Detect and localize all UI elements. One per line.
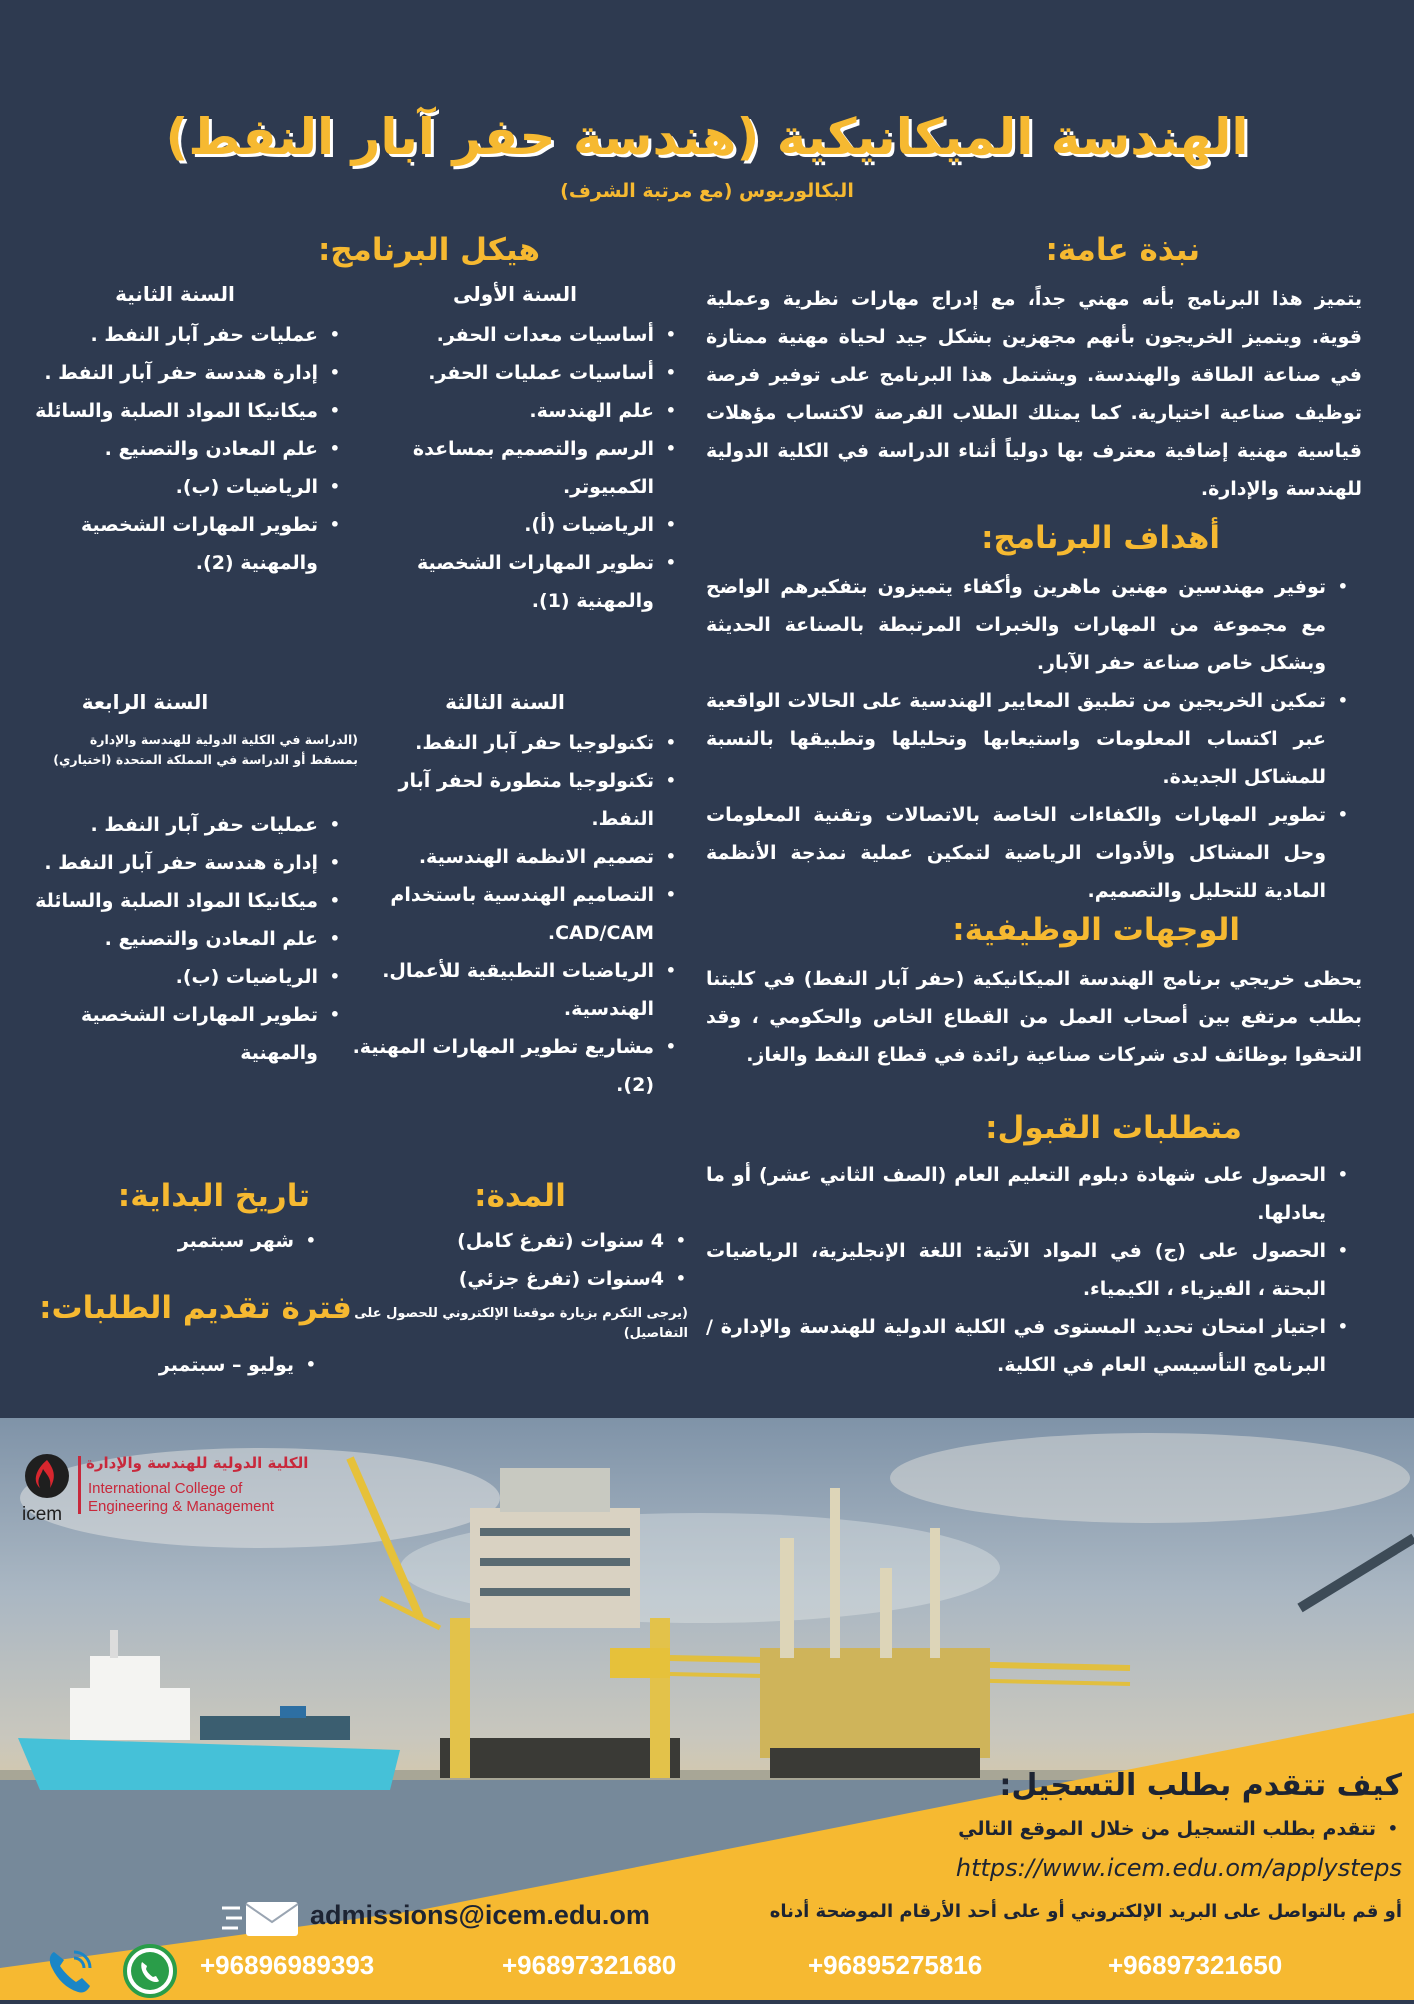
- college-logo: [22, 1454, 322, 1524]
- list-item: • يوليو – سبتمبر: [100, 1346, 320, 1384]
- list-item: • 4 سنوات (تفرغ كامل): [380, 1222, 690, 1260]
- list-item: • مشاريع تطوير المهارات المهنية.(2).: [340, 1028, 680, 1104]
- list-item: • تكنولوجيا حفر آبار النفط.: [340, 724, 680, 762]
- list-item: • توفير مهندسين مهنين ماهرين وأكفاء يتميزون بتفكيرهم الواضح مع مجموعة من المهارات والخبرات المرتبطة بالصناعة الحديثة وبشكل خاص صناعة حفر الآبار.: [706, 568, 1352, 682]
- list-item: • ميكانيكا المواد الصلبة والسائلة: [0, 882, 344, 920]
- list-item: • الرياضيات (ب).: [0, 958, 344, 996]
- email-icon: [222, 1898, 322, 1938]
- list-item: • الحصول على (ج) في المواد الآتية: اللغة الإنجليزية، الرياضيات البحتة ، الفيزياء ، الكيمياء.: [706, 1232, 1352, 1308]
- page-subtitle: البكالوريوس (مع مرتبة الشرف): [560, 180, 854, 202]
- objectives-heading: أهداف البرنامج:: [981, 520, 1220, 556]
- list-item: • تتقدم بطلب التسجيل من خلال الموقع التالي: [780, 1812, 1402, 1846]
- duration-list: [380, 1222, 690, 1298]
- year1-list: [340, 316, 680, 620]
- phone-number-4[interactable]: +96897321650: [1108, 1950, 1283, 1980]
- list-item: • تطوير المهارات والكفاءات الخاصة بالاتصالات وتقنية المعلومات وحل المشاكل والأدوات الرياضية لتمكين عملية نمذجة الأنظمة المادية للتحليل والتصميم.: [706, 796, 1352, 910]
- logo-english-name: International College of Engineering & Management: [88, 1480, 274, 1515]
- list-item: • تمكين الخريجين من تطبيق المعايير الهندسية على الحالات الواقعية عبر اكتساب المعلومات واستيعابها وتحليلها وتطبيقها بالنسبة للمشاكل الجديدة.: [706, 682, 1352, 796]
- flame-icon: [22, 1454, 82, 1504]
- list-item: • ميكانيكا المواد الصلبة والسائلة: [0, 392, 344, 430]
- phone-number-3[interactable]: +96895275816: [808, 1950, 983, 1980]
- logo-divider: [78, 1456, 81, 1514]
- year4-note: (الدراسة في الكلية الدولية للهندسة والإدارة بمسقط أو الدراسة في المملكة المتحدة (اختياري): [53, 732, 358, 767]
- list-item: • الرسم والتصميم بمساعدة الكمبيوتر.: [340, 430, 680, 506]
- list-item: • 4سنوات (تفرغ جزئي): [380, 1260, 690, 1298]
- phone-number-2[interactable]: +96897321680: [502, 1950, 677, 1980]
- overview-heading: نبذة عامة:: [1045, 232, 1200, 268]
- list-item: • تطوير المهارات الشخصية والمهنية (2).: [0, 506, 344, 582]
- application-period-heading: فترة تقديم الطلبات:: [39, 1290, 352, 1326]
- careers-text: يحظى خريجي برنامج الهندسة الميكانيكية (حفر آبار النفط) في كليتنا بطلب مرتفع بين أصحاب العمل من القطاع الخاص والحكومي ، وقد التحقوا بوظائف لدى شركات صناعية رائدة في قطاع النفط والغاز.: [706, 968, 1362, 1066]
- application-period-list: [100, 1346, 320, 1384]
- year3-heading: السنة الثالثة: [445, 690, 565, 714]
- structure-heading: هيكل البرنامج:: [317, 232, 540, 268]
- year3-list: [340, 724, 680, 1104]
- list-item: • تكنولوجيا متطورة لحفر آبار النفط.: [340, 762, 680, 838]
- list-item: • علم المعادن والتصنيع .: [0, 920, 344, 958]
- whatsapp-icon: [120, 1944, 180, 2000]
- page-title: الهندسة الميكانيكية (هندسة حفر آبار النفط): [165, 108, 1249, 166]
- list-item: • علم الهندسة.: [340, 392, 680, 430]
- list-item: • عمليات حفر آبار النفط .: [0, 806, 344, 844]
- list-item: • الحصول على شهادة دبلوم التعليم العام (الصف الثاني عشر) أو ما يعادلها.: [706, 1156, 1352, 1232]
- list-item: • علم المعادن والتصنيع .: [0, 430, 344, 468]
- list-item: • الرياضيات (أ).: [340, 506, 680, 544]
- list-item: • الرياضيات (ب).: [0, 468, 344, 506]
- admission-list: [706, 1156, 1352, 1384]
- list-item: • عمليات حفر آبار النفط .: [0, 316, 344, 354]
- list-item: • أساسيات عمليات الحفر.: [340, 354, 680, 392]
- apply-list: [780, 1812, 1402, 1846]
- list-item: • الرياضيات التطبيقية للأعمال. الهندسية.: [340, 952, 680, 1028]
- objectives-list: [706, 568, 1352, 910]
- list-item: • أساسيات معدات الحفر.: [340, 316, 680, 354]
- list-item: • شهر سبتمبر: [100, 1222, 320, 1260]
- phone-icon: [44, 1944, 98, 1998]
- duration-heading: المدة:: [474, 1178, 566, 1214]
- duration-note: (يرجى التكرم بزيارة موقعنا الإلكتروني للحصول على التفاصيل): [354, 1306, 688, 1341]
- overview-text: يتميز هذا البرنامج بأنه مهني جداً، مع إدراج مهارات نظرية وعملية قوية. ويتميز الخريجون بأنهم مجهزين بشكل جيد لحياة مهنية ممتازة في صناعة الطاقة والهندسة. ويشتمل هذا البرنامج على توفير فرصة توظيف صناعية اختيارية. كما يمتلك الطلاب الفرصة لاكتساب مؤهلات قياسية مهنية إضافية معترف بها دولياً أثناء الدراسة في الكلية الدولية للهندسة والإدارة.: [706, 288, 1362, 500]
- careers-heading: الوجهات الوظيفية:: [952, 912, 1240, 948]
- list-item: • إدارة هندسة حفر آبار النفط .: [0, 844, 344, 882]
- start-heading: تاريخ البداية:: [117, 1178, 310, 1214]
- logo-mark: icem: [22, 1504, 63, 1525]
- start-list: [100, 1222, 320, 1260]
- year1-heading: السنة الأولى: [453, 282, 577, 306]
- year4-list: [0, 806, 344, 1072]
- admission-heading: متطلبات القبول:: [985, 1110, 1242, 1146]
- year2-list: [0, 316, 344, 582]
- list-item: • إدارة هندسة حفر آبار النفط .: [0, 354, 344, 392]
- list-item: • اجتياز امتحان تحديد المستوى في الكلية الدولية للهندسة والإدارة / البرنامج التأسيسي العام في الكلية.: [706, 1308, 1352, 1384]
- year4-heading: السنة الرابعة: [81, 690, 209, 714]
- list-item: • تطوير المهارات الشخصية والمهنية: [0, 996, 344, 1072]
- contact-instructions: أو قم بالتواصل على البريد الإلكتروني أو على أحد الأرقام الموضحة أدناه: [769, 1901, 1402, 1922]
- list-item: • تطوير المهارات الشخصية والمهنية (1).: [340, 544, 680, 620]
- apply-url-link[interactable]: https://www.icem.edu.om/applysteps: [955, 1854, 1402, 1882]
- list-item: • التصاميم الهندسية باستخدام CAD/CAM.: [340, 876, 680, 952]
- logo-arabic-name: الكلية الدولية للهندسة والإدارة: [86, 1454, 309, 1472]
- phone-number-1[interactable]: +96896989393: [200, 1950, 375, 1980]
- year2-heading: السنة الثانية: [115, 282, 235, 306]
- email-link[interactable]: admissions@icem.edu.om: [310, 1900, 650, 1930]
- apply-heading: كيف تتقدم بطلب التسجيل:: [999, 1768, 1402, 1803]
- list-item: • تصميم الانظمة الهندسية.: [340, 838, 680, 876]
- supply-ship: [18, 1630, 400, 1790]
